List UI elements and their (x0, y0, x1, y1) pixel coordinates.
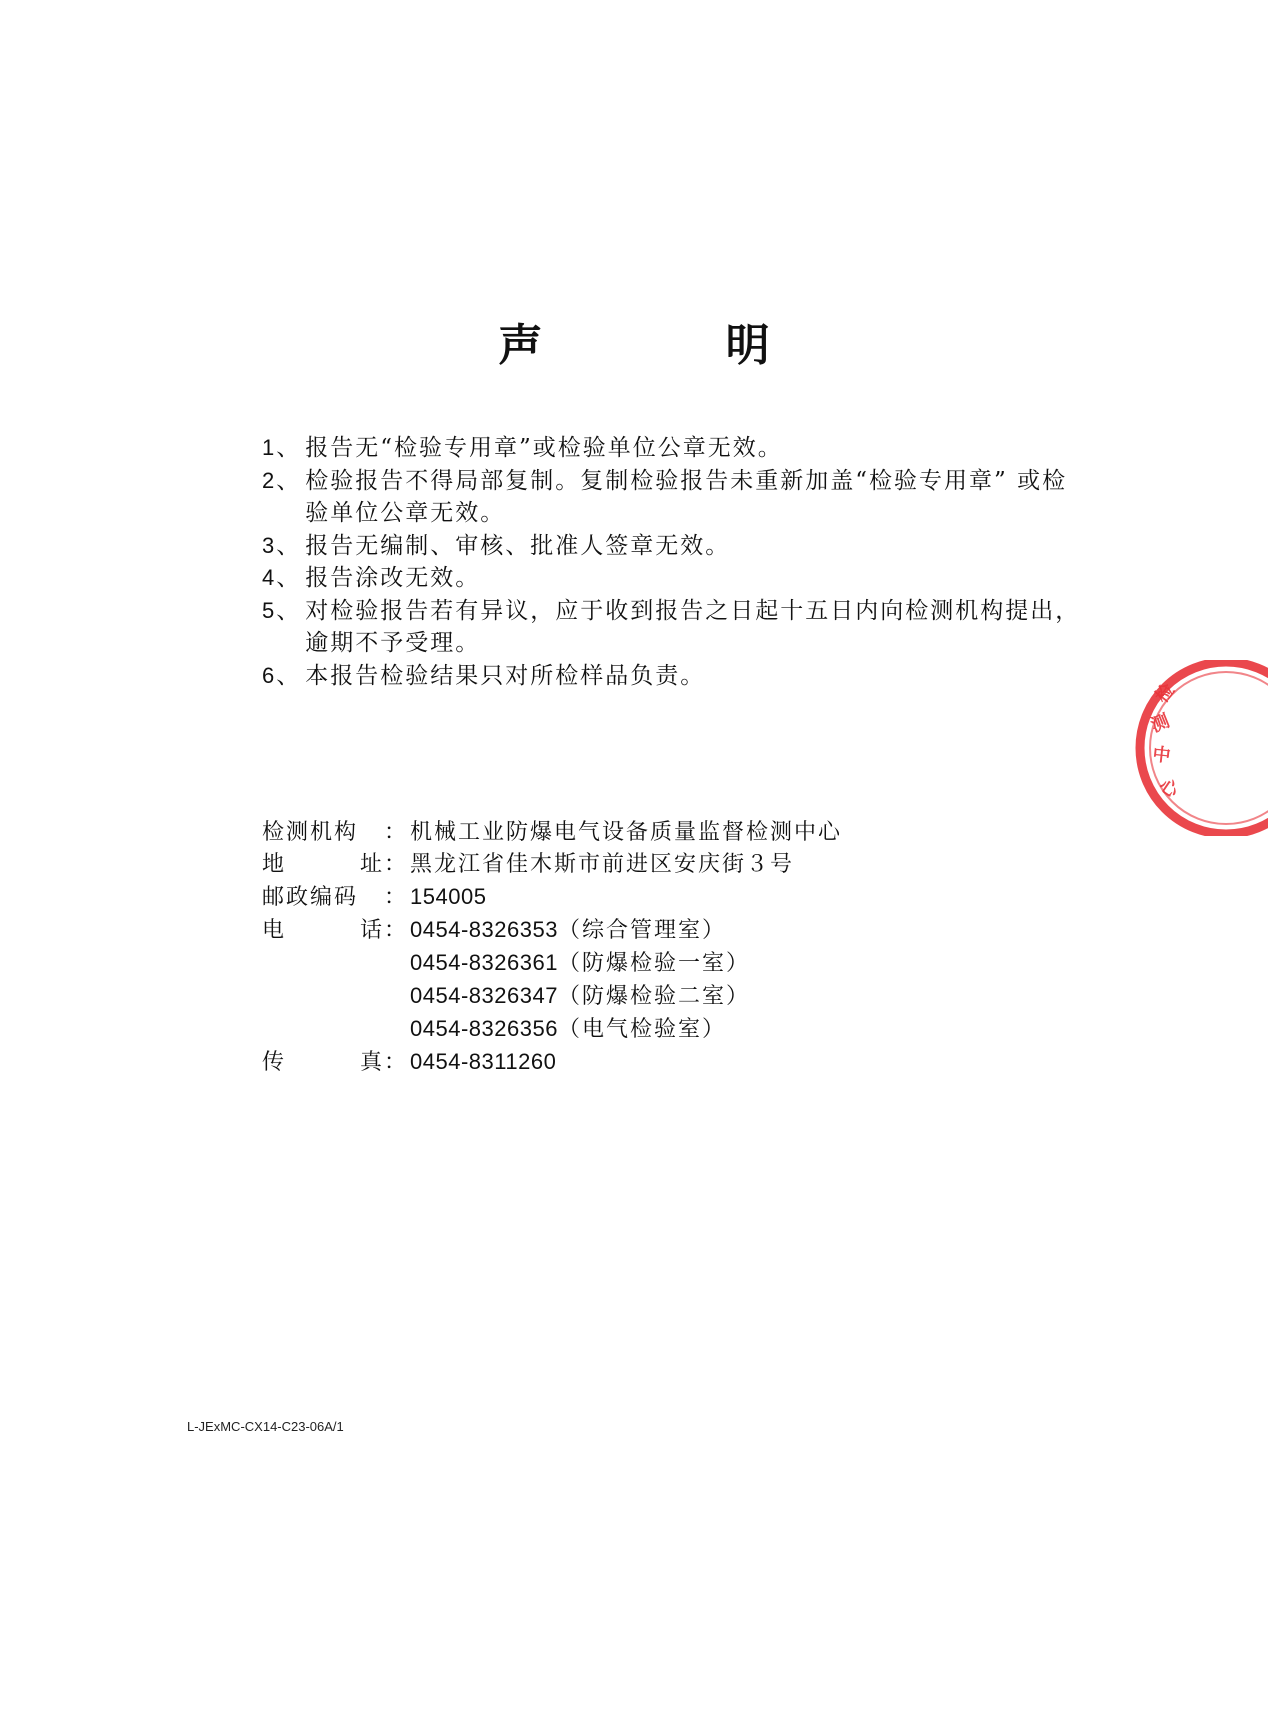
fax-label-char-2: 真 (359, 1050, 384, 1075)
fax-label-char-1: 传 (262, 1050, 287, 1075)
address-row (262, 849, 962, 881)
clause-5 (262, 595, 1092, 660)
phone-label (262, 915, 384, 947)
address-label (262, 849, 384, 881)
org-value: 机械工业防爆电气设备质量监督检测中心 (410, 820, 843, 845)
phone-number: 0454-8326361 (410, 950, 558, 975)
colon: ： (384, 820, 409, 845)
colon: ： (384, 885, 409, 910)
svg-text:测: 测 (1148, 710, 1173, 737)
clause-number: 2 (262, 467, 277, 493)
phone-label-char-2: 话 (359, 918, 384, 943)
postcode-value: 154005 (410, 884, 487, 909)
clause-separator: 、 (276, 662, 302, 689)
clause-separator: 、 (276, 597, 302, 624)
clause-1 (262, 432, 1092, 465)
svg-text:检: 检 (1151, 679, 1180, 708)
phone-number: 0454-8326356 (410, 1016, 558, 1041)
phone-dept: （电气检验室） (557, 1017, 726, 1042)
clause-text: 报告涂改无效。 (305, 565, 481, 591)
phone-entry (410, 914, 962, 947)
svg-text:中: 中 (1151, 744, 1172, 767)
fax-value: 0454-8311260 (410, 1049, 557, 1074)
clause-number: 1 (262, 435, 277, 460)
clause-number: 3 (262, 532, 277, 558)
phone-dept: （防爆检验一室） (557, 951, 750, 976)
phone-entry (410, 980, 962, 1013)
address-label-char-2: 址 (359, 852, 384, 877)
clause-4 (262, 562, 1092, 595)
clause-2 (262, 465, 1092, 530)
phone-label-char-1: 电 (262, 918, 287, 943)
phone-dept: （防爆检验二室） (557, 984, 750, 1009)
statement-clauses (262, 432, 1092, 692)
official-seal (1092, 660, 1268, 836)
colon: ： (384, 918, 409, 943)
phone-number: 0454-8326347 (410, 983, 558, 1008)
clause-text: 本报告检验结果只对所检样品负责。 (305, 662, 706, 689)
phone-number: 0454-8326353 (410, 917, 558, 942)
colon: ： (384, 1050, 409, 1075)
address-value: 黑龙江省佳木斯市前进区安庆街３号 (410, 852, 795, 877)
postcode-row (262, 881, 962, 914)
phone-row (262, 914, 962, 1046)
fax-row (262, 1046, 962, 1079)
clause-text: 报告无“检验专用章”或检验单位公章无效。 (305, 435, 783, 461)
phone-list (410, 914, 962, 1046)
clause-separator: 、 (276, 435, 302, 461)
clause-text: 检验报告不得局部复制。复制检验报告未重新加盖“检验专用章” 或检验单位公章无效。 (305, 467, 1068, 526)
phone-entry (410, 947, 962, 980)
clause-number: 5 (262, 597, 277, 623)
fax-label (262, 1047, 384, 1079)
org-row (262, 817, 962, 849)
document-code: L-JExMC-CX14-C23-06A/1 (187, 1419, 344, 1434)
clause-text: 报告无编制、审核、批准人签章无效。 (305, 532, 731, 559)
contact-info (262, 817, 962, 1079)
seal-stamp-icon (1092, 660, 1268, 836)
address-label-char-1: 地 (262, 852, 287, 877)
colon: ： (384, 852, 409, 877)
phone-dept: （综合管理室） (557, 918, 726, 943)
clause-separator: 、 (276, 565, 302, 591)
clause-separator: 、 (276, 467, 302, 494)
clause-number: 6 (262, 662, 277, 688)
clause-6 (262, 660, 1092, 693)
clause-separator: 、 (276, 532, 302, 559)
page-title: 声 明 (498, 320, 854, 371)
svg-text:心: 心 (1155, 774, 1182, 803)
org-label: 检测机构 (262, 820, 359, 845)
clause-number: 4 (262, 565, 277, 590)
postcode-label: 邮政编码 (262, 885, 359, 910)
clause-3 (262, 530, 1092, 563)
phone-entry (410, 1013, 962, 1046)
clause-text: 对检验报告若有异议，应于收到报告之日起十五日内向检测机构提出，逾期不予受理。 (305, 597, 1081, 656)
